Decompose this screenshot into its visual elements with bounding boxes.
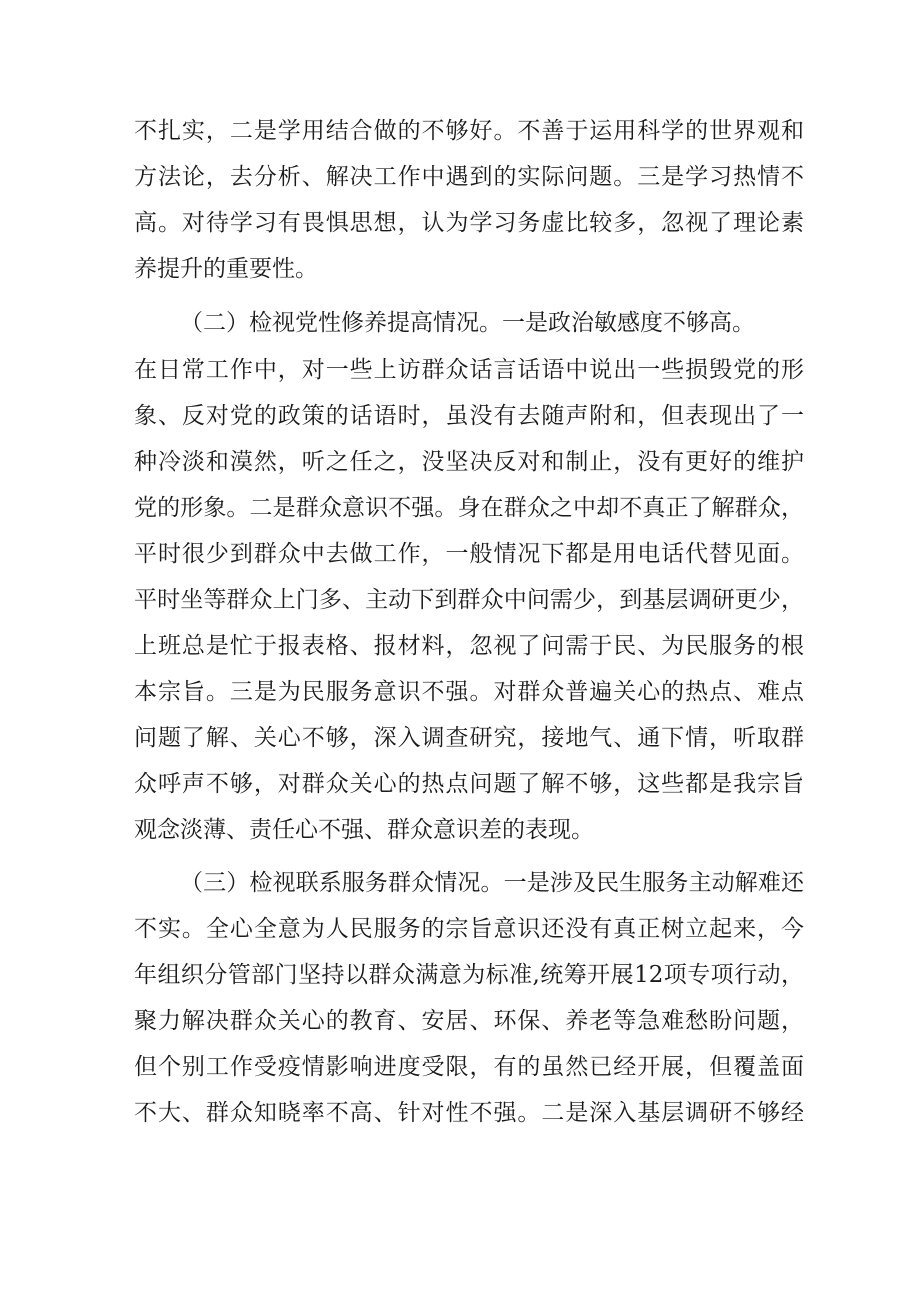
section-heading-two: （二）检视党性修养提高情况。一是政治敏感度不够高。 [180,310,755,336]
text-line: 种冷淡和漠然，听之任之，没坚决反对和制止，没有更好的维护 [134,449,804,475]
text-line: 观念淡薄、责任心不强、群众意识差的表现。 [134,817,594,843]
text-line: 但个别工作受疫情影响进度受限，有的虽然已经开展，但覆盖面 [134,1054,804,1080]
text-line: 高。对待学习有畏惧思想，认为学习务虚比较多，忽视了理论素 [134,210,804,236]
text-line: 象、反对党的政策的话语时，虽没有去随声附和，但表现出了一 [134,403,804,429]
text-line: 养提升的重要性。 [134,256,318,282]
text-line: 众呼声不够，对群众关心的热点问题了解不够，这些都是我宗旨 [134,771,804,797]
text-line: 平时很少到群众中去做工作，一般情况下都是用电话代替见面。 [134,541,804,567]
text-line: 不大、群众知晓率不高、针对性不强。二是深入基层调研不够经 [134,1100,804,1126]
text-line: 在日常工作中，对一些上访群众话言话语中说出一些损毁党的形 [134,357,804,383]
text-line: 上班总是忙于报表格、报材料，忽视了问需于民、为民服务的根 [134,633,804,659]
text-line: 党的形象。二是群众意识不强。身在群众之中却不真正了解群众， [134,495,804,521]
text-line: 问题了解、关心不够，深入调查研究，接地气、通下情，听取群 [134,725,804,751]
text-line: 不实。全心全意为人民服务的宗旨意识还没有真正树立起来，今 [134,916,804,942]
text-line: 平时坐等群众上门多、主动下到群众中问需少，到基层调研更少， [134,587,804,613]
text-line: 方法论，去分析、解决工作中遇到的实际问题。三是学习热情不 [134,164,804,190]
text-line: 不扎实，二是学用结合做的不够好。不善于运用科学的世界观和 [134,118,804,144]
text-line: 本宗旨。三是为民服务意识不强。对群众普遍关心的热点、难点 [134,679,804,705]
text-line: 聚力解决群众关心的教育、安居、环保、养老等急难愁盼问题， [134,1008,804,1034]
section-heading-three: （三）检视联系服务群众情况。一是涉及民生服务主动解难还 [180,870,804,896]
text-line: 年组织分管部门坚持以群众满意为标准,统筹开展12项专项行动， [134,962,804,988]
